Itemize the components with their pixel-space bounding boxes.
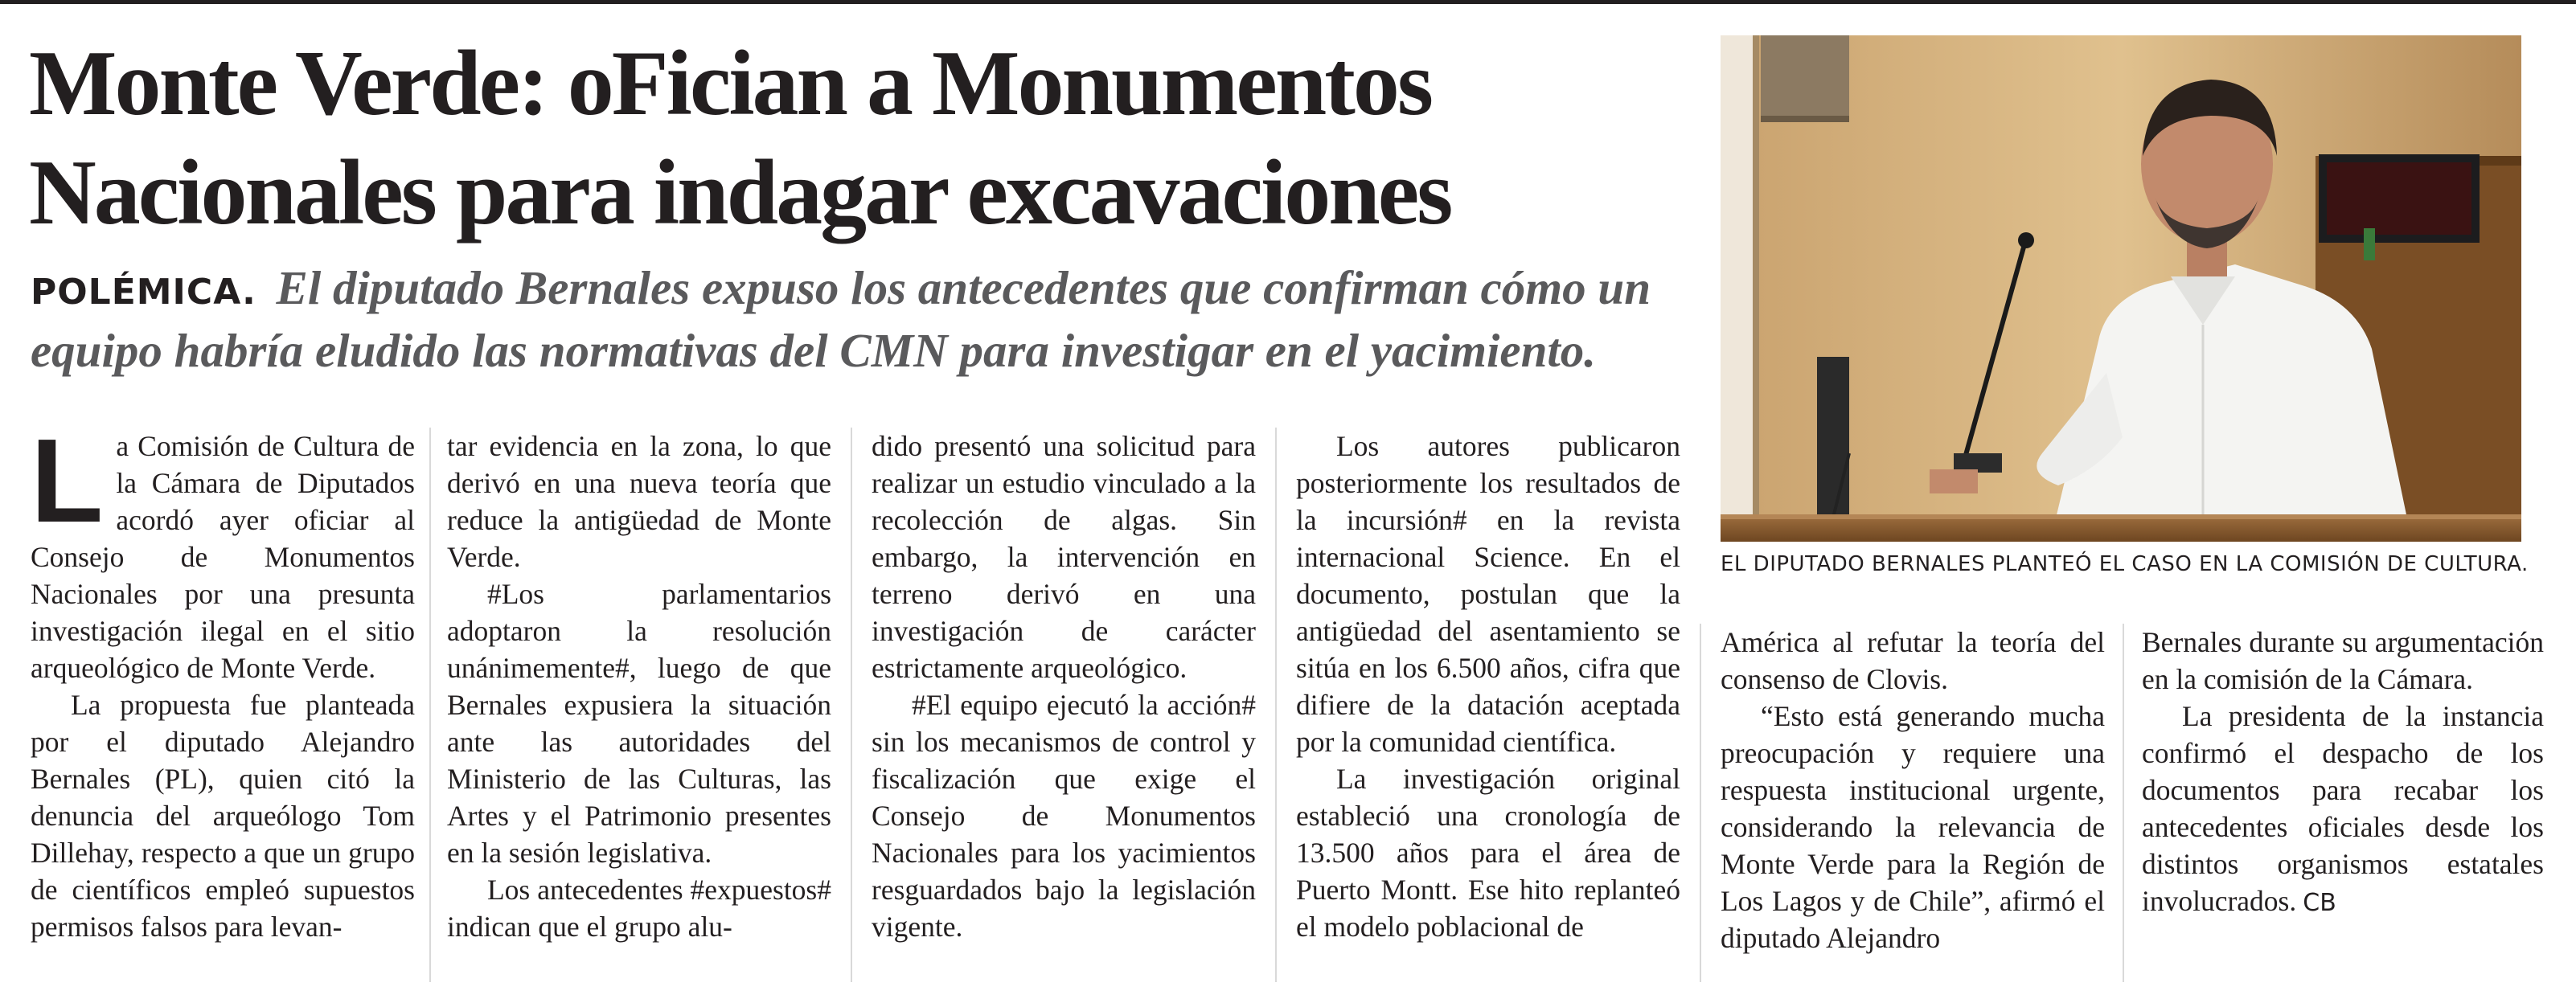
kicker: POLÉMICA.: [31, 272, 256, 313]
paragraph: La investigación original estableció una cronología de 13.500 años para el área de Puerto Montt. Ese hito replanteó el modelo poblacional de: [1296, 763, 1680, 943]
column-divider: [2123, 624, 2124, 982]
headline-line-2: Nacionales para indagar excavaciones: [29, 141, 1451, 244]
deck: [31, 259, 1687, 379]
paragraph: [2142, 698, 2544, 922]
column-divider: [429, 428, 431, 982]
column-divider: [1700, 624, 1701, 982]
end-mark-icon: CB: [2303, 889, 2336, 917]
paragraph: América al refutar la teoría del consenso de Clovis.: [1721, 626, 2105, 695]
paragraph: #Los parlamentarios adoptaron la resolución unánimemente#, luego de que Bernales expusiera la situación ante las autoridades del Ministerio de las Culturas, las Artes y el Patrimonio presentes en la sesión legislativa.: [447, 578, 831, 869]
paragraph: Los antecedentes #expuestos# indican que el grupo alu-: [447, 874, 831, 943]
deck-text: El diputado Bernales expuso los antecedentes que confirman cómo un equipo habría eludido las normativas del CMN para investigar en el yacimiento.: [31, 261, 1651, 377]
headline: [29, 29, 1685, 248]
top-rule: [0, 0, 2576, 4]
paragraph: tar evidencia en la zona, lo que derivó en una nueva teoría que reduce la antigüedad de Monte Verde.: [447, 430, 831, 573]
article-column-2: [447, 428, 831, 945]
article-photo: [1721, 35, 2521, 542]
article-column-3: [872, 428, 1256, 945]
paragraph: La propuesta fue planteada por el diputado Alejandro Bernales (PL), quien citó la denuncia del arqueólogo Tom Dillehay, respecto a que un grupo de científicos empleó supuestos permisos falsos para levan-: [31, 689, 415, 943]
paragraph-text: a Comisión de Cultura de la Cámara de Diputados acordó ayer oficiar al Consejo de Monumentos Nacionales por una presunta investigación ilegal en el sitio arqueológico de Monte Verde.: [31, 430, 415, 684]
photo-caption: EL DIPUTADO BERNALES PLANTEÓ EL CASO EN LA COMISIÓN DE CULTURA.: [1721, 552, 2529, 576]
paragraph: #El equipo ejecutó la acción# sin los mecanismos de control y fiscalización que exige el Consejo de Monumentos Nacionales para los yacimientos resguardados bajo la legislación vigente.: [872, 689, 1256, 943]
column-divider: [851, 428, 852, 982]
article-column-4: [1296, 428, 1680, 945]
paragraph: [31, 415, 415, 686]
article-column-6: [2142, 624, 2544, 922]
paragraph: “Esto está generando mucha preocupación y requiere una respuesta institucional urgente, considerando la relevancia de Monte Verde para la Región de Los Lagos y de Chile”, afirmó el diputado Alejandro: [1721, 700, 2105, 954]
paragraph: Bernales durante su argumentación en la comisión de la Cámara.: [2142, 626, 2544, 695]
column-divider: [1275, 428, 1277, 982]
headline-line-1: Monte Verde: oFician a Monumentos: [29, 32, 1431, 135]
article-column-5: [1721, 624, 2105, 956]
dropcap: L: [31, 415, 104, 547]
paragraph-text: La presidenta de la instancia confirmó el despacho de los documentos para recabar los antecedentes oficiales desde los distintos organismos estatales involucrados.: [2142, 700, 2544, 917]
photo-illustration: [1721, 35, 2521, 542]
paragraph: Los autores publicaron posteriormente los resultados de la incursión# en la revista internacional Science. En el documento, postulan que la antigüedad del asentamiento se sitúa en los 6.500 años, cifra que difiere de la datación aceptada por la comunidad científica.: [1296, 430, 1680, 758]
paragraph: dido presentó una solicitud para realizar un estudio vinculado a la recolección de algas. Sin embargo, la intervención en terreno derivó en una investigación de carácter estrictamente arqueológico.: [872, 430, 1256, 684]
article-column-1: [31, 415, 415, 945]
